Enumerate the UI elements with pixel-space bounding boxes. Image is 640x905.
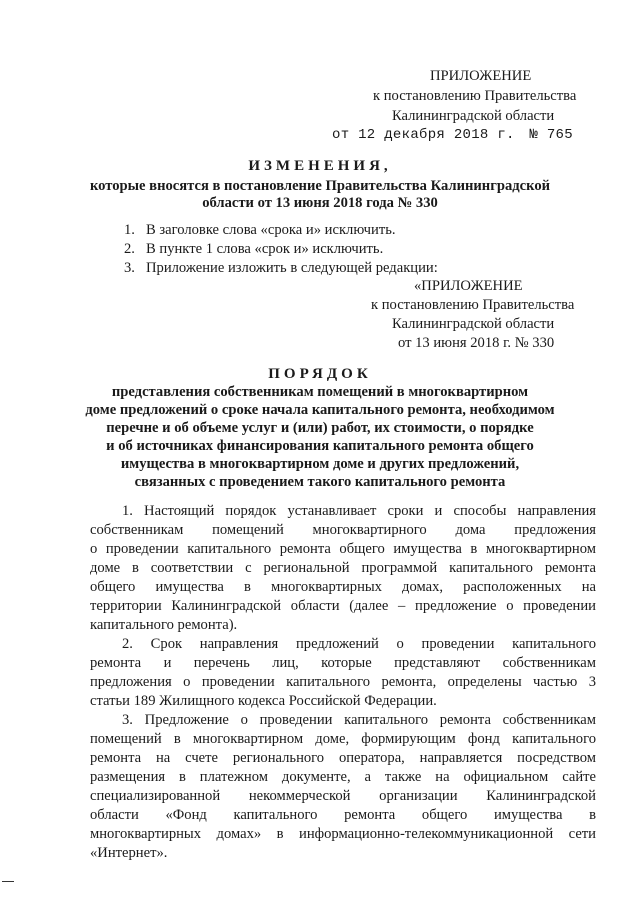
header-date-stamp — [332, 127, 573, 143]
paragraph-line: ремонта и перечень лиц, которые представляют собственникам — [90, 655, 596, 671]
paragraph-line: «Интернет». — [90, 845, 168, 861]
paragraph-line: территории Калининградской области (далее – предложение о проведении — [90, 598, 596, 614]
date-prefix: от — [332, 127, 350, 143]
changes-title: ИЗМЕНЕНИЯ, — [248, 158, 392, 174]
number-prefix: № — [529, 127, 539, 143]
scan-margin-mark — [2, 881, 14, 882]
header-appendix-label: ПРИЛОЖЕНИЕ — [430, 68, 532, 84]
number-value: 765 — [546, 127, 573, 143]
paragraph-line: собственникам помещений многоквартирного дома предложения — [90, 522, 596, 538]
paragraph-line: 3. Предложение о проведении капитального ремонта собственникам — [122, 712, 596, 728]
paragraph-line: многоквартирных домах» в информационно-телекоммуникационной сети — [90, 826, 596, 842]
inner-date-line: от 13 июня 2018 г. № 330 — [398, 335, 555, 351]
paragraph-line: 2. Срок направления предложений о проведении капитального — [122, 636, 596, 652]
list-item — [124, 241, 383, 257]
inner-resolution-line: к постановлению Правительства — [371, 297, 575, 313]
paragraph-line: предложения о проведении капитального ремонта, определены частью 3 — [90, 674, 596, 690]
header-region-line: Калининградской области — [392, 108, 555, 124]
changes-subtitle-1: которые вносятся в постановление Правительства Калининградской — [89, 178, 551, 194]
order-subtitle-line: и об источниках финансирования капитального ремонта общего — [106, 438, 534, 454]
list-item-text: В заголовке слова «срока и» исключить. — [146, 222, 396, 238]
inner-appendix-label: «ПРИЛОЖЕНИЕ — [414, 278, 523, 294]
paragraph-line: общего имущества в многоквартирных домах, расположенных на — [90, 579, 596, 595]
list-item-text: В пункте 1 слова «срок и» исключить. — [146, 241, 384, 257]
paragraph-line: 1. Настоящий порядок устанавливает сроки и способы направления — [122, 503, 596, 519]
order-subtitle-line: связанных с проведением такого капитального ремонта — [134, 474, 506, 490]
order-subtitle-line: представления собственникам помещений в многоквартирном — [111, 384, 529, 400]
list-item-number: 1. — [124, 222, 135, 238]
order-subtitle-line: перечне и об объеме услуг и (или) работ, их стоимости, о порядке — [106, 420, 534, 436]
paragraph-line: о проведении капитального ремонта общего имущества в многоквартирном — [90, 541, 596, 557]
date-value: 12 декабря 2018 г. — [358, 127, 515, 143]
list-item — [124, 260, 438, 276]
paragraph-line: специализированной некоммерческой организации Калининградской — [90, 788, 596, 804]
header-resolution-line: к постановлению Правительства — [373, 88, 577, 104]
paragraph-line: области «Фонд капитального ремонта общего имущества в — [90, 807, 596, 823]
order-subtitle-line: имущества в многоквартирном доме и других предложений, — [120, 456, 520, 472]
paragraph-line: ремонта на счете регионального оператора, направляется посредством — [90, 750, 596, 766]
paragraph-line: статьи 189 Жилищного кодекса Российской Федерации. — [90, 693, 437, 709]
list-item-number: 2. — [124, 241, 135, 257]
paragraph-line: размещения в платежном документе, а также на официальном сайте — [90, 769, 596, 785]
order-title: ПОРЯДОК — [268, 366, 372, 382]
paragraph-line: помещений в многоквартирном доме, формирующим фонд капитального — [90, 731, 596, 747]
list-item-number: 3. — [124, 260, 135, 276]
inner-region-line: Калининградской области — [392, 316, 555, 332]
paragraph-line: доме в соответствии с региональной программой капитального ремонта — [90, 560, 596, 576]
order-subtitle-line: доме предложений о сроке начала капитального ремонта, необходимом — [85, 402, 555, 418]
list-item — [124, 222, 396, 238]
paragraph-line: капитального ремонта). — [90, 617, 238, 633]
changes-subtitle-2: области от 13 июня 2018 года № 330 — [202, 195, 438, 211]
list-item-text: Приложение изложить в следующей редакции: — [146, 260, 438, 276]
